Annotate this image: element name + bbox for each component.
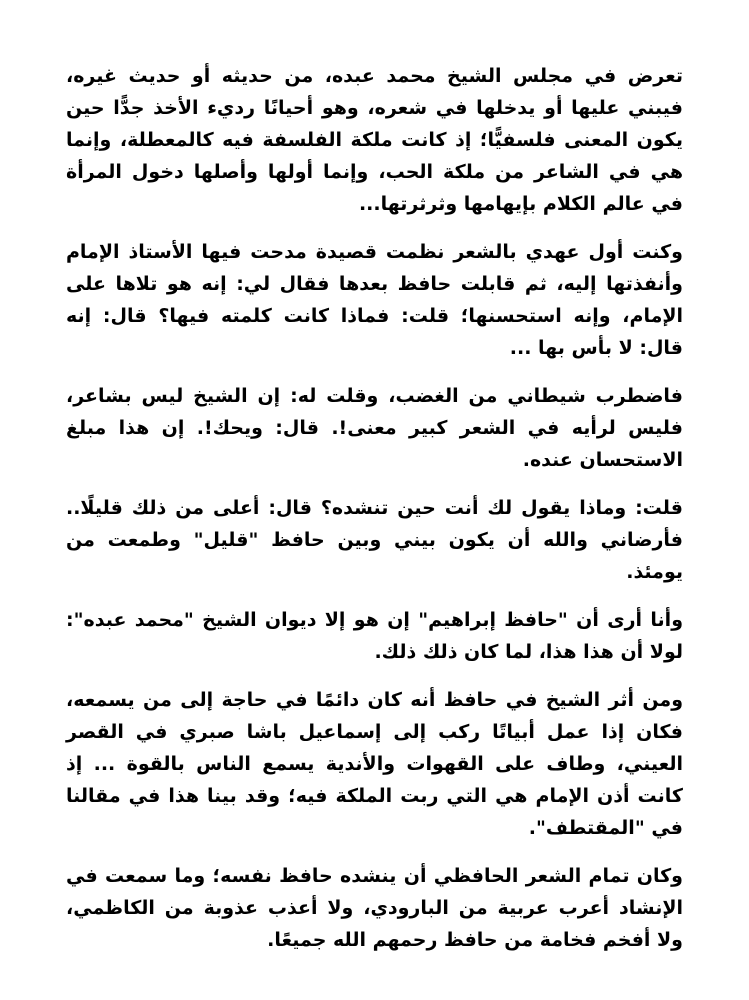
paragraph-5: وأنا أرى أن "حافظ إبراهيم" إن هو إلا ديوان الشيخ "محمد عبده": لولا أن هذا هذا، لما كان ذلك ذلك. [66, 609, 683, 663]
paragraph-6: ومن أثر الشيخ في حافظ أنه كان دائمًا في حاجة إلى من يسمعه، فكان إذا عمل أبياتًا ركب إلى إسماعيل باشا صبري في القصر العيني، وطاف على القهوات والأندية يسمع الناس بالقوة ... إذ كانت أذن الإمام هي التي ربت الملكة فيه؛ وقد بينا هذا في مقالنا في "المقتطف". [66, 689, 683, 839]
paragraph-2: وكنت أول عهدي بالشعر نظمت قصيدة مدحت فيها الأستاذ الإمام وأنفذتها إليه، ثم قابلت حافظ بعدها فقال لي: إنه هو تلاها على الإمام، وإنه استحسنها؛ قلت: فماذا كانت كلمته فيها؟ قال: إنه قال: لا بأس بها ... [66, 241, 683, 359]
paragraph-7: وكان تمام الشعر الحافظي أن ينشده حافظ نفسه؛ وما سمعت في الإنشاد أعرب عربية من البارودي، ولا أعذب عذوبة من الكاظمي، ولا أفخم فخامة من حافظ رحمهم الله جميعًا. [66, 865, 683, 951]
paragraph-1: تعرض في مجلس الشيخ محمد عبده، من حديثه أو حديث غيره، فيبني عليها أو يدخلها في شعره، وهو أحيانًا رديء الأخذ جدًّا حين يكون المعنى فلسفيًّا؛ إذ كانت ملكة الفلسفة فيه كالمعطلة، وإنما هي في الشاعر من ملكة الحب، وإنما أولها وأصلها دخول المرأة في عالم الكلام بإيهامها وثرثرتها... [66, 65, 683, 215]
document-body [66, 60, 683, 972]
paragraph-3: فاضطرب شيطاني من الغضب، وقلت له: إن الشيخ ليس بشاعر، فليس لرأيه في الشعر كبير معنى!. قال: ويحك!. إن هذا مبلغ الاستحسان عنده. [66, 385, 683, 471]
paragraph-4: قلت: وماذا يقول لك أنت حين تنشده؟ قال: أعلى من ذلك قليلًا.. فأرضاني والله أن يكون بيني وبين حافظ "قليل" وطمعت من يومئذ. [66, 497, 683, 583]
